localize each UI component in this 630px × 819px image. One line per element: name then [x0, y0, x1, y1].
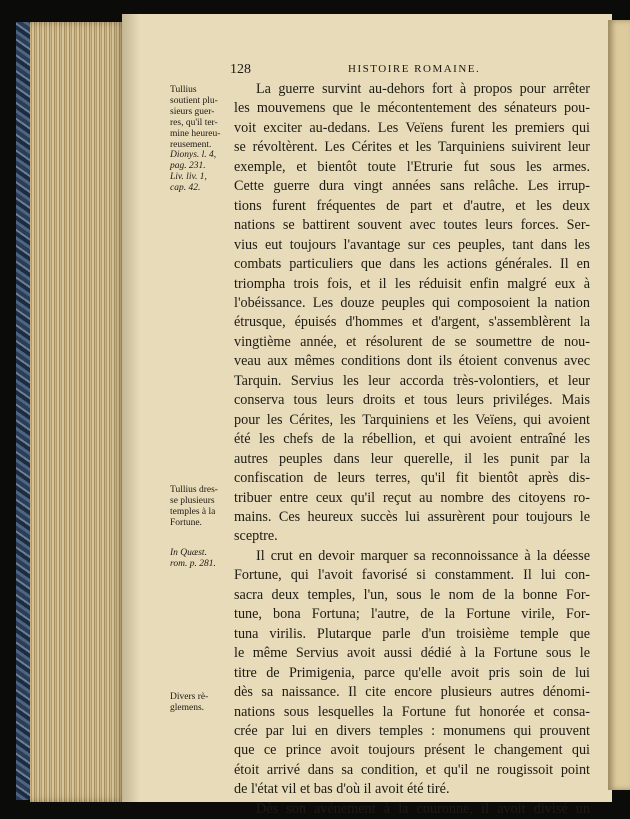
facing-page-edge: [608, 20, 630, 790]
text-line: tuna virilis. Plutarque parle d'un troisième temple que: [234, 625, 590, 642]
text-line: titre de Primigenia, parce qu'elle avoit pris soin de lui: [234, 664, 590, 681]
text-line: les mouvemens que le mécontentement des sénateurs pou-: [234, 100, 590, 117]
text-line: mains. Ces heureux succès lui assurèrent pour toujours le: [234, 508, 590, 525]
text-line: étoit arrivé dans sa condition, et qu'il ne rougissoit point: [234, 761, 590, 778]
margin-note-4: In Quæst. rom. p. 281.: [170, 548, 216, 569]
text-line: confiscation de leurs terres, qu'il fit bientôt après dis-: [234, 470, 590, 487]
text-line: autres peuples dans leur querelle, il les punit par la: [234, 450, 590, 467]
margin-note-5-line2: glemens.: [170, 703, 205, 713]
text-line: se révoltèrent. Les Cérites et les Tarquiniens suivirent leur: [234, 139, 590, 156]
text-line: La guerre survint au-dehors fort à propos pour arrêter: [256, 81, 590, 97]
text-line: Tarquin. Servius les leur accorda très-volontiers, et leur: [234, 372, 590, 389]
text-line: pour les Cérites, les Tarquiniens et les Veïens, qui avoient: [234, 411, 590, 428]
page-number: 128: [230, 62, 251, 77]
text-line: exemple, et bientôt toute l'Etrurie fut sous les armes.: [234, 158, 590, 175]
text-line: sceptre.: [234, 528, 278, 545]
text-line: vius eut toujours l'avantage sur ces peuples, tant dans les: [234, 236, 590, 253]
page-edges: [30, 22, 126, 802]
text-line: nations se battirent souvent avec toutes leurs forces. Ser-: [234, 217, 590, 234]
text-line: combats particuliers que dans les actions générales. Il en: [234, 256, 590, 273]
text-line: vingtième année, et résolurent de se soumettre de nou-: [234, 333, 590, 350]
text-line: l'obéissance. Les douze peuples qui composoient la nation: [234, 294, 590, 311]
text-line: été les chefs de la rébellion, et qui avoient entraîné les: [234, 431, 590, 448]
text-line: voit exciter au-dedans. Les Veïens furent les premiers qui: [234, 119, 590, 136]
text-line: crée par lui en divers temples : monumens qui prouvent: [234, 722, 590, 739]
text-line: tribuer entre ceux qu'il reçut au nombre des citoyens ro-: [234, 489, 590, 506]
text-line: nations sous lesquelles la Fortune fut honorée et consa-: [234, 703, 590, 720]
text-line: le même Servius avoit aussi dédié à la Fortune sous le: [234, 645, 590, 662]
body-text: [234, 80, 590, 819]
text-line: Dès son avénement à la couronne, il avoit divisé un: [256, 800, 590, 817]
margin-note-2: Dionys. l. 4, pag. 231. Liv. liv. 1, cap. 42.: [170, 150, 217, 193]
text-line: tune, bona Fortuna; l'autre, de la Fortune virile, For-: [234, 606, 590, 623]
running-header: [230, 62, 590, 80]
text-line: de l'état vil et bas d'où il avoit été tiré.: [234, 781, 450, 798]
text-line: tions furent fréquentes de part et d'autre, et les deux: [234, 197, 590, 214]
text-line: que ce prince avoit toujours présent le changement qui: [234, 742, 590, 759]
margin-note-3: Tullius dres- se plusieurs temples à la Fortune.: [170, 485, 218, 528]
running-title: HISTOIRE ROMAINE.: [348, 63, 481, 75]
text-line: veau aux mêmes conditions dont ils étoient convenus avec: [234, 353, 590, 370]
text-line: étrusque, épuisés d'hommes et d'argent, s'assemblèrent la: [234, 314, 590, 331]
text-line: Fortune, qui l'avoit favorisé si constamment. Il lui con-: [234, 567, 590, 584]
text-line: Il crut en devoir marquer sa reconnoissance à la déesse: [256, 547, 590, 564]
text-line: conserva tous leurs droits et tous leurs priviléges. Mais: [234, 392, 590, 409]
margin-note-1: Tullius soutient plu- sieurs guer- res, qu'il ter- mine heureu- reusement.: [170, 85, 221, 150]
text-line: dès sa naissance. Il cite encore plusieurs autres dénomi-: [234, 684, 590, 701]
text-line: sacra deux temples, l'un, sous le nom de la bonne For-: [234, 586, 590, 603]
margin-note-5: Divers rè- glemens.: [170, 692, 236, 714]
text-line: Cette guerre dura vingt années sans relâche. Les irrup-: [234, 178, 590, 195]
text-line: triompha trois fois, et il les réduisit enfin malgré eux à: [234, 275, 590, 292]
